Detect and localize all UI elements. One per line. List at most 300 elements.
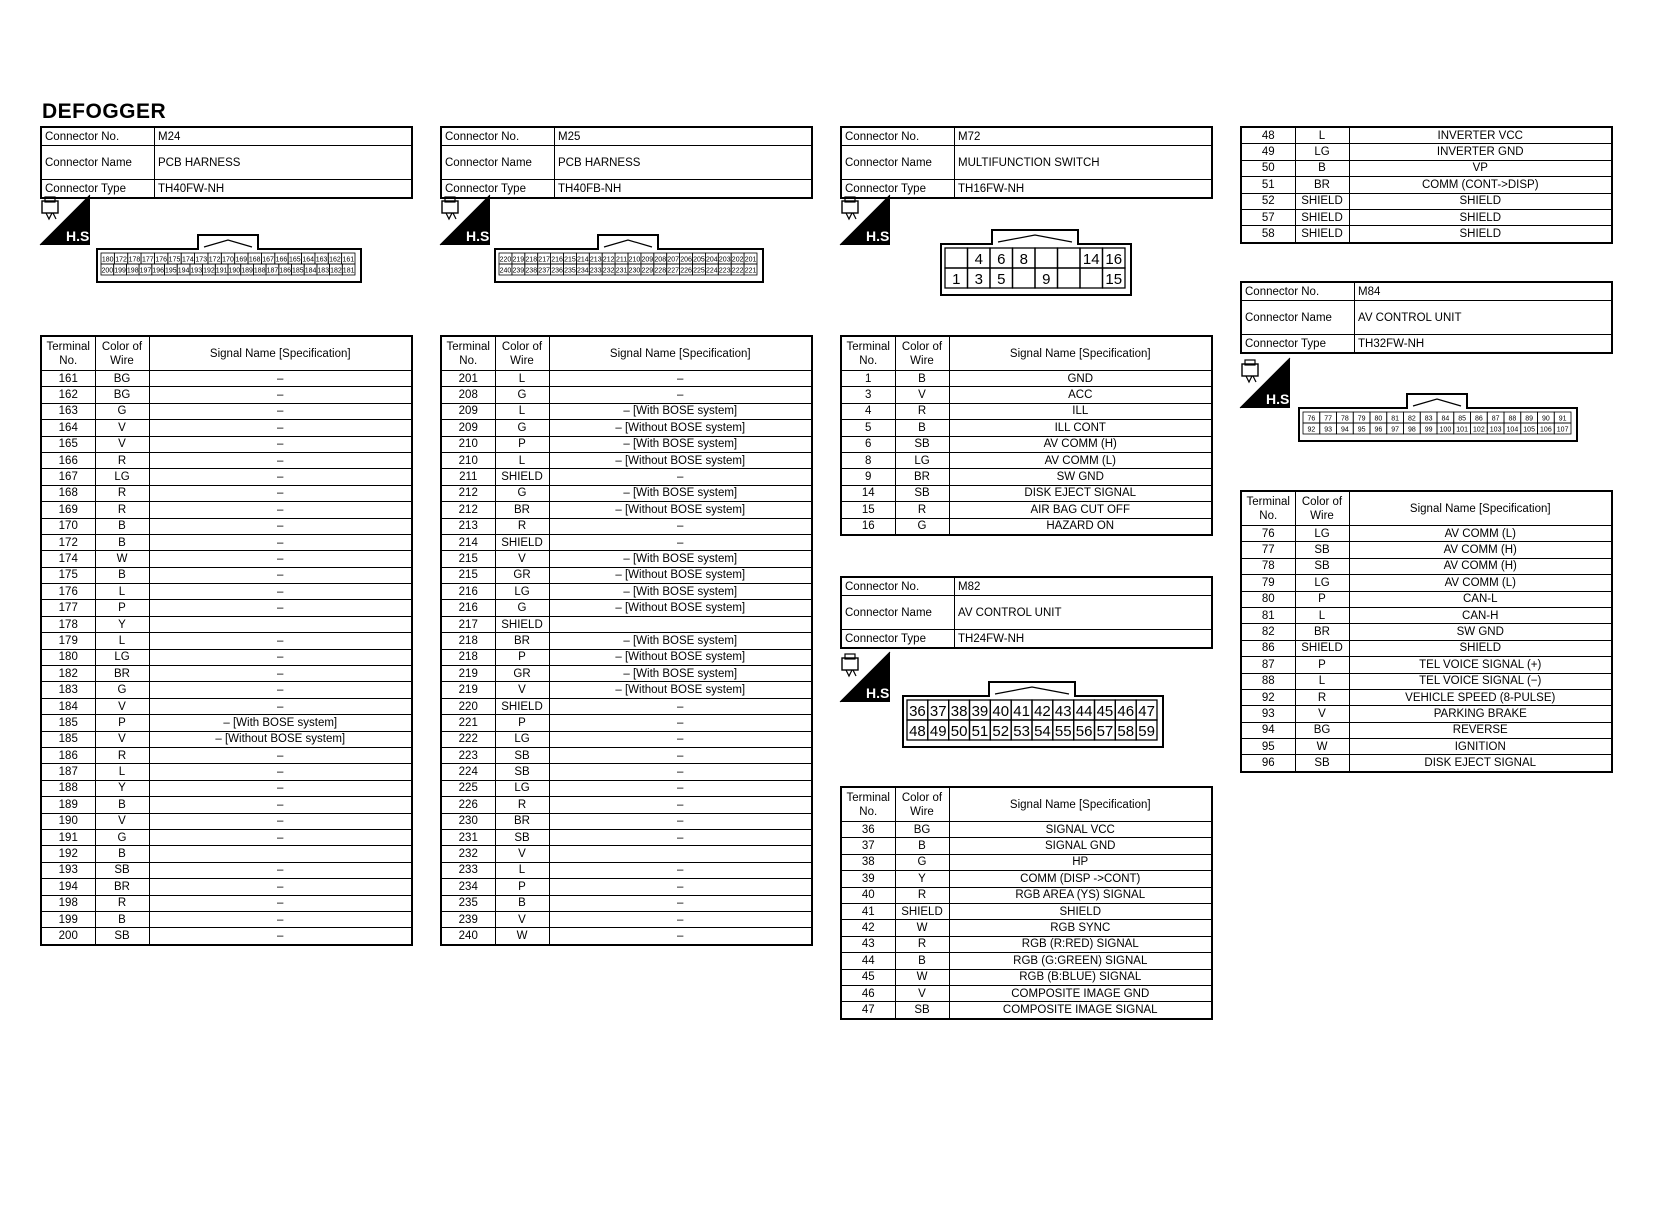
table-row bbox=[41, 666, 412, 682]
m25-pin-label: 236 bbox=[551, 267, 563, 275]
wire-color: LG bbox=[95, 469, 149, 485]
table-row bbox=[41, 551, 412, 567]
signal-name bbox=[549, 616, 812, 632]
svg-text:H.S.: H.S. bbox=[1266, 391, 1294, 407]
m72-hs-icon bbox=[840, 195, 894, 245]
m72-pin-label: 5 bbox=[997, 271, 1006, 288]
m82-pin-label: 59 bbox=[1138, 723, 1155, 740]
terminal-no: 46 bbox=[841, 985, 895, 1001]
table-row bbox=[1241, 657, 1612, 673]
terminal-no: 191 bbox=[41, 829, 95, 845]
wire-color: B bbox=[95, 911, 149, 927]
signal-name: – [Without BOSE system] bbox=[549, 600, 812, 616]
terminal-no: 214 bbox=[441, 534, 495, 550]
m82-hs-icon bbox=[840, 652, 894, 702]
signal-name: DISK EJECT SIGNAL bbox=[1349, 755, 1612, 772]
wire-color: L bbox=[495, 862, 549, 878]
m25-pin-label: 231 bbox=[615, 267, 628, 275]
m24-pin-label: 163 bbox=[315, 256, 328, 264]
m72-pin-cell bbox=[1058, 248, 1081, 268]
m84-pin-label: 104 bbox=[1506, 426, 1519, 434]
signal-name: DISK EJECT SIGNAL bbox=[949, 485, 1212, 501]
terminal-no: 209 bbox=[441, 403, 495, 419]
terminal-no: 210 bbox=[441, 452, 495, 468]
table-row bbox=[841, 854, 1212, 870]
m84-pin-label: 80 bbox=[1374, 415, 1383, 423]
header-signal-name: Signal Name [Specification] bbox=[949, 336, 1212, 371]
wire-color: L bbox=[95, 764, 149, 780]
m25-pin-label: 213 bbox=[589, 256, 602, 264]
m25-pin-label: 230 bbox=[628, 267, 641, 275]
signal-name: – bbox=[549, 518, 812, 534]
signal-name: – bbox=[549, 715, 812, 731]
info-label: Connector Name bbox=[441, 146, 555, 180]
wire-color: B bbox=[95, 534, 149, 550]
table-row bbox=[441, 797, 812, 813]
signal-name: – [Without BOSE system] bbox=[549, 452, 812, 468]
m82-pin-label: 36 bbox=[909, 703, 926, 720]
wire-color: SB bbox=[95, 862, 149, 878]
wire-color: SHIELD bbox=[495, 698, 549, 714]
signal-name: – bbox=[149, 813, 412, 829]
m25-pin-label: 201 bbox=[744, 256, 757, 264]
m84-terminal-table bbox=[1240, 490, 1613, 773]
m84-pin-label: 102 bbox=[1473, 426, 1485, 434]
terminal-no: 49 bbox=[1241, 144, 1295, 160]
wire-color: R bbox=[95, 747, 149, 763]
wire-color: SB bbox=[895, 1002, 949, 1019]
table-row bbox=[41, 928, 412, 945]
wire-color: R bbox=[495, 518, 549, 534]
signal-name: – bbox=[149, 649, 412, 665]
table-row bbox=[841, 887, 1212, 903]
info-value: M82 bbox=[955, 577, 1213, 596]
terminal-no: 41 bbox=[841, 903, 895, 919]
wire-color: SHIELD bbox=[1295, 193, 1349, 209]
table-row bbox=[41, 518, 412, 534]
signal-name: – bbox=[549, 469, 812, 485]
m82-pin-label: 51 bbox=[971, 723, 989, 740]
m24-pin-label: 176 bbox=[155, 256, 168, 264]
terminal-no: 218 bbox=[441, 633, 495, 649]
terminal-no: 221 bbox=[441, 715, 495, 731]
m25-pin-label: 218 bbox=[525, 256, 538, 264]
m25-pin-label: 226 bbox=[680, 267, 692, 275]
wire-color: SHIELD bbox=[495, 616, 549, 632]
terminal-no: 96 bbox=[1241, 755, 1295, 772]
table-row bbox=[841, 469, 1212, 485]
signal-name: – bbox=[149, 780, 412, 796]
table-row bbox=[1241, 193, 1612, 209]
info-label: Connector Name bbox=[41, 146, 155, 180]
m24-pin-label: 177 bbox=[141, 256, 154, 264]
table-row bbox=[41, 764, 412, 780]
wire-color: L bbox=[1295, 607, 1349, 623]
terminal-no: 232 bbox=[441, 846, 495, 862]
terminal-no: 47 bbox=[841, 1002, 895, 1019]
terminal-no: 199 bbox=[41, 911, 95, 927]
signal-name: AV COMM (L) bbox=[1349, 575, 1612, 591]
table-row bbox=[441, 682, 812, 698]
signal-name: COMM (DISP ->CONT) bbox=[949, 871, 1212, 887]
info-value: MULTIFUNCTION SWITCH bbox=[955, 146, 1213, 180]
m24-pin-label: 198 bbox=[126, 267, 139, 275]
signal-name: – bbox=[149, 682, 412, 698]
m72-pin-cell bbox=[1080, 268, 1103, 288]
wire-color: L bbox=[495, 403, 549, 419]
signal-name: – [With BOSE system] bbox=[549, 551, 812, 567]
table-row bbox=[841, 502, 1212, 518]
wire-color: B bbox=[95, 797, 149, 813]
m84-pin-label: 107 bbox=[1556, 426, 1569, 434]
m82-pin-label: 49 bbox=[929, 723, 947, 740]
table-row bbox=[841, 920, 1212, 936]
m82-info-table bbox=[840, 576, 1213, 649]
m25-pin-label: 232 bbox=[602, 267, 615, 275]
info-value: M72 bbox=[955, 127, 1213, 146]
table-row bbox=[441, 813, 812, 829]
table-row bbox=[41, 715, 412, 731]
table-row bbox=[1241, 127, 1612, 144]
m84-terminal-block bbox=[1240, 490, 1613, 773]
table-row bbox=[441, 846, 812, 862]
m25-pin-label: 206 bbox=[680, 256, 692, 264]
signal-name: – bbox=[549, 731, 812, 747]
m82-pin-label: 46 bbox=[1117, 703, 1135, 720]
m24-pin-label: 197 bbox=[139, 267, 152, 275]
m25-pin-label: 217 bbox=[538, 256, 550, 264]
wire-color: P bbox=[95, 715, 149, 731]
table-row bbox=[41, 616, 412, 632]
terminal-no: 52 bbox=[1241, 193, 1295, 209]
wire-color: P bbox=[1295, 591, 1349, 607]
terminal-no: 166 bbox=[41, 452, 95, 468]
terminal-no: 215 bbox=[441, 551, 495, 567]
signal-name: ACC bbox=[949, 387, 1212, 403]
wire-color: B bbox=[95, 518, 149, 534]
terminal-no: 217 bbox=[441, 616, 495, 632]
table-row bbox=[41, 436, 412, 452]
terminal-no: 215 bbox=[441, 567, 495, 583]
m25-pin-label: 234 bbox=[577, 267, 589, 275]
m82-pin-label: 56 bbox=[1075, 723, 1093, 740]
m25-pin-label: 215 bbox=[564, 256, 576, 264]
wire-color: V bbox=[95, 698, 149, 714]
terminal-no: 9 bbox=[841, 469, 895, 485]
wire-color: G bbox=[95, 403, 149, 419]
terminal-no: 77 bbox=[1241, 542, 1295, 558]
table-row bbox=[441, 534, 812, 550]
table-row bbox=[1241, 177, 1612, 193]
table-row bbox=[441, 502, 812, 518]
terminal-no: 82 bbox=[1241, 624, 1295, 640]
table-row bbox=[41, 747, 412, 763]
wire-color: BR bbox=[1295, 624, 1349, 640]
signal-name: SHIELD bbox=[949, 903, 1212, 919]
wire-color: G bbox=[495, 387, 549, 403]
signal-name: AV COMM (H) bbox=[949, 436, 1212, 452]
terminal-no: 37 bbox=[841, 838, 895, 854]
header-color-of-wire: Color of Wire bbox=[495, 336, 549, 371]
wire-color: BG bbox=[95, 371, 149, 387]
table-row bbox=[441, 764, 812, 780]
wire-color: G bbox=[95, 829, 149, 845]
signal-name: IGNITION bbox=[1349, 739, 1612, 755]
terminal-no: 175 bbox=[41, 567, 95, 583]
wire-color: B bbox=[95, 567, 149, 583]
m82-connector-face bbox=[902, 680, 1166, 750]
terminal-no: 40 bbox=[841, 887, 895, 903]
m25-pin-label: 237 bbox=[538, 267, 550, 275]
m82-pin-label: 40 bbox=[992, 703, 1010, 720]
m72-pin-cell bbox=[1013, 268, 1036, 288]
wire-color: BR bbox=[95, 879, 149, 895]
signal-name: COMPOSITE IMAGE GND bbox=[949, 985, 1212, 1001]
terminal-no: 235 bbox=[441, 895, 495, 911]
terminal-no: 92 bbox=[1241, 689, 1295, 705]
wire-color: LG bbox=[95, 649, 149, 665]
info-label: Connector No. bbox=[841, 577, 955, 596]
m24-pin-label: 162 bbox=[329, 256, 341, 264]
m24-pin-label: 187 bbox=[266, 267, 279, 275]
table-row bbox=[1241, 673, 1612, 689]
m25-pin-label: 238 bbox=[525, 267, 538, 275]
terminal-no: 80 bbox=[1241, 591, 1295, 607]
wire-color: GR bbox=[495, 666, 549, 682]
signal-name: RGB (G:GREEN) SIGNAL bbox=[949, 953, 1212, 969]
svg-text:H.S.: H.S. bbox=[866, 228, 894, 244]
info-label: Connector Type bbox=[841, 630, 955, 649]
table-row bbox=[441, 371, 812, 387]
wire-color: BR bbox=[1295, 177, 1349, 193]
terminal-no: 167 bbox=[41, 469, 95, 485]
wire-color: SHIELD bbox=[1295, 226, 1349, 243]
m82-pin-label: 45 bbox=[1096, 703, 1114, 720]
table-row bbox=[1241, 575, 1612, 591]
wire-color: L bbox=[1295, 127, 1349, 144]
terminal-no: 225 bbox=[441, 780, 495, 796]
terminal-no: 177 bbox=[41, 600, 95, 616]
terminal-no: 192 bbox=[41, 846, 95, 862]
terminal-no: 218 bbox=[441, 649, 495, 665]
m24-hs-icon bbox=[40, 195, 94, 245]
signal-name: – bbox=[549, 780, 812, 796]
info-value: TH40FW-NH bbox=[155, 180, 413, 199]
m24-pin-label: 184 bbox=[304, 267, 317, 275]
terminal-no: 38 bbox=[841, 854, 895, 870]
wire-color: R bbox=[895, 502, 949, 518]
terminal-no: 5 bbox=[841, 420, 895, 436]
m24-pin-label: 195 bbox=[165, 267, 177, 275]
wire-color: SHIELD bbox=[495, 469, 549, 485]
wire-color: B bbox=[895, 953, 949, 969]
table-row bbox=[841, 387, 1212, 403]
m24-pin-label: 183 bbox=[317, 267, 330, 275]
m24-pin-label: 194 bbox=[177, 267, 190, 275]
m82-pin-label: 42 bbox=[1034, 703, 1051, 720]
wire-color: BR bbox=[895, 469, 949, 485]
m84-pin-label: 92 bbox=[1307, 426, 1316, 434]
signal-name: – bbox=[149, 452, 412, 468]
table-row bbox=[841, 822, 1212, 838]
m25-pin-label: 204 bbox=[706, 256, 718, 264]
table-row bbox=[1241, 624, 1612, 640]
signal-name: – bbox=[149, 469, 412, 485]
table-row bbox=[841, 953, 1212, 969]
table-row bbox=[441, 551, 812, 567]
wire-color: W bbox=[95, 551, 149, 567]
terminal-no: 161 bbox=[41, 371, 95, 387]
m72-pin-label: 9 bbox=[1042, 271, 1051, 288]
wire-color: L bbox=[495, 452, 549, 468]
m24-info-block bbox=[40, 126, 413, 199]
m24-pin-label: 178 bbox=[128, 256, 141, 264]
info-label: Connector Type bbox=[41, 180, 155, 199]
table-row bbox=[441, 436, 812, 452]
m82-pin-label: 57 bbox=[1096, 723, 1114, 740]
terminal-no: 211 bbox=[441, 469, 495, 485]
terminal-no: 95 bbox=[1241, 739, 1295, 755]
m82-pin-label: 37 bbox=[929, 703, 947, 720]
wire-color: R bbox=[1295, 689, 1349, 705]
m84-pin-label: 90 bbox=[1541, 415, 1550, 423]
signal-name: INVERTER GND bbox=[1349, 144, 1612, 160]
terminal-no: 239 bbox=[441, 911, 495, 927]
m25-pin-label: 203 bbox=[718, 256, 731, 264]
terminal-no: 233 bbox=[441, 862, 495, 878]
wire-color: SB bbox=[1295, 755, 1349, 772]
terminal-no: 174 bbox=[41, 551, 95, 567]
header-signal-name: Signal Name [Specification] bbox=[949, 787, 1212, 822]
m82-pin-label: 52 bbox=[992, 723, 1010, 740]
m24-pin-label: 186 bbox=[279, 267, 291, 275]
table-row bbox=[441, 403, 812, 419]
wire-color: Y bbox=[95, 616, 149, 632]
m82-cont-terminal-block bbox=[1240, 126, 1613, 244]
table-row bbox=[441, 567, 812, 583]
terminal-no: 182 bbox=[41, 666, 95, 682]
m25-pin-label: 222 bbox=[731, 267, 744, 275]
table-row bbox=[41, 534, 412, 550]
m72-pin-label: 16 bbox=[1105, 251, 1123, 268]
info-label: Connector Type bbox=[841, 180, 955, 199]
m24-info-table bbox=[40, 126, 413, 199]
signal-name: – bbox=[549, 747, 812, 763]
terminal-no: 36 bbox=[841, 822, 895, 838]
terminal-no: 209 bbox=[441, 420, 495, 436]
header-color-of-wire: Color of Wire bbox=[895, 787, 949, 822]
info-value: TH16FW-NH bbox=[955, 180, 1213, 199]
table-row bbox=[441, 928, 812, 945]
signal-name: ILL bbox=[949, 403, 1212, 419]
m25-pin-label: 225 bbox=[693, 267, 705, 275]
m25-info-table bbox=[440, 126, 813, 199]
signal-name: – bbox=[149, 518, 412, 534]
terminal-no: 234 bbox=[441, 879, 495, 895]
signal-name: – bbox=[549, 698, 812, 714]
signal-name: TEL VOICE SIGNAL (−) bbox=[1349, 673, 1612, 689]
table-row bbox=[441, 600, 812, 616]
m84-pin-label: 82 bbox=[1407, 415, 1416, 423]
terminal-no: 231 bbox=[441, 829, 495, 845]
m72-connector-face bbox=[940, 228, 1134, 298]
table-row bbox=[1241, 144, 1612, 160]
terminal-no: 79 bbox=[1241, 575, 1295, 591]
terminal-no: 200 bbox=[41, 928, 95, 945]
table-row bbox=[1241, 755, 1612, 772]
table-row bbox=[41, 780, 412, 796]
wire-color: B bbox=[895, 420, 949, 436]
table-row bbox=[41, 813, 412, 829]
table-row bbox=[1241, 558, 1612, 574]
m24-pin-label: 168 bbox=[248, 256, 261, 264]
table-row bbox=[441, 895, 812, 911]
info-label: Connector No. bbox=[441, 127, 555, 146]
wire-color: W bbox=[895, 969, 949, 985]
m25-pin-label: 223 bbox=[718, 267, 731, 275]
wire-color: R bbox=[495, 797, 549, 813]
m72-pin-label: 15 bbox=[1105, 271, 1123, 288]
signal-name: – bbox=[549, 879, 812, 895]
signal-name: – bbox=[549, 387, 812, 403]
m25-terminal-table bbox=[440, 335, 813, 946]
m25-pin-label: 227 bbox=[667, 267, 679, 275]
terminal-no: 184 bbox=[41, 698, 95, 714]
header-color-of-wire: Color of Wire bbox=[895, 336, 949, 371]
table-row bbox=[441, 633, 812, 649]
signal-name: – bbox=[149, 862, 412, 878]
terminal-no: 86 bbox=[1241, 640, 1295, 656]
table-row bbox=[441, 666, 812, 682]
signal-name: SIGNAL GND bbox=[949, 838, 1212, 854]
m25-pin-label: 220 bbox=[499, 256, 512, 264]
m84-pin-label: 78 bbox=[1340, 415, 1349, 423]
info-label: Connector No. bbox=[841, 127, 955, 146]
table-row bbox=[41, 829, 412, 845]
table-row bbox=[41, 633, 412, 649]
wire-color: R bbox=[95, 452, 149, 468]
signal-name: – bbox=[149, 371, 412, 387]
terminal-no: 220 bbox=[441, 698, 495, 714]
table-row bbox=[441, 715, 812, 731]
m24-pin-label: 188 bbox=[253, 267, 266, 275]
table-row bbox=[441, 879, 812, 895]
info-label: Connector No. bbox=[41, 127, 155, 146]
svg-text:H.S.: H.S. bbox=[466, 228, 494, 244]
info-label: Connector Type bbox=[1241, 335, 1355, 354]
signal-name: – bbox=[149, 502, 412, 518]
table-row bbox=[441, 731, 812, 747]
m25-pin-label: 210 bbox=[628, 256, 641, 264]
signal-name: – bbox=[149, 928, 412, 945]
m25-terminal-block bbox=[440, 335, 813, 946]
m25-pin-label: 221 bbox=[744, 267, 757, 275]
terminal-no: 51 bbox=[1241, 177, 1295, 193]
table-row bbox=[841, 969, 1212, 985]
wire-color: R bbox=[895, 936, 949, 952]
signal-name: RGB (R:RED) SIGNAL bbox=[949, 936, 1212, 952]
m25-pin-label: 209 bbox=[641, 256, 654, 264]
terminal-no: 186 bbox=[41, 747, 95, 763]
m72-pin-label: 1 bbox=[952, 271, 961, 288]
signal-name: – bbox=[549, 928, 812, 945]
m25-pin-label: 208 bbox=[654, 256, 667, 264]
signal-name: – [Without BOSE system] bbox=[549, 567, 812, 583]
table-row bbox=[41, 862, 412, 878]
table-row bbox=[41, 403, 412, 419]
signal-name: – bbox=[149, 747, 412, 763]
m72-pin-label: 4 bbox=[974, 251, 983, 268]
